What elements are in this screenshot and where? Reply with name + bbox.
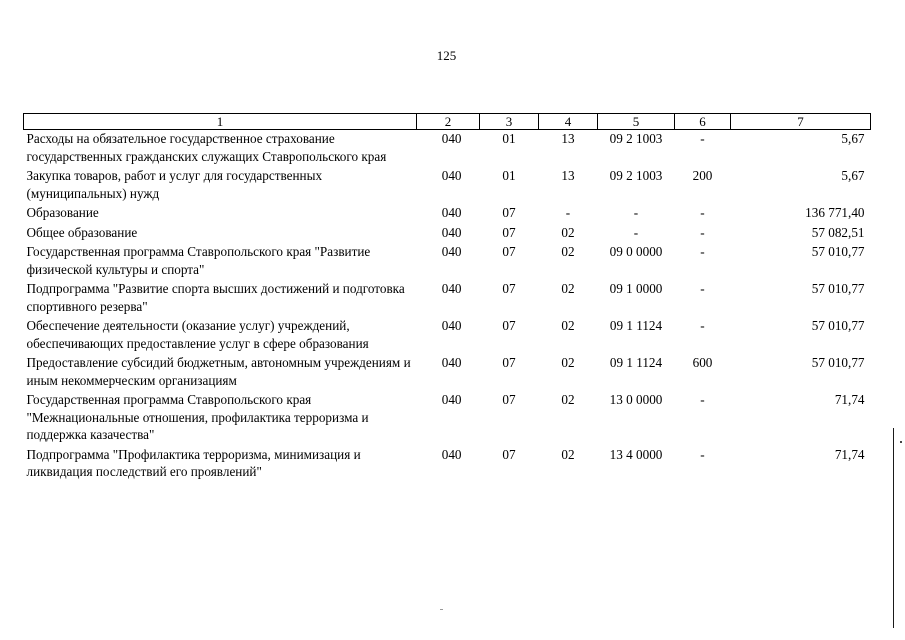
row-code-6: -: [700, 392, 705, 407]
row-code-5: -: [633, 224, 639, 240]
budget-table: [23, 113, 871, 483]
scan-speck: [440, 609, 443, 610]
header-col-1: 1: [24, 114, 417, 130]
row-code-4: 02: [561, 355, 575, 370]
row-code-4: 13: [561, 131, 575, 146]
row-code-2: 040: [441, 446, 462, 462]
row-name: Общее образование: [26, 224, 138, 240]
row-amount: 136 771,40: [805, 205, 865, 220]
header-col-3: 3: [480, 114, 539, 130]
row-code-2: 040: [441, 244, 462, 259]
header-col-2: 2: [417, 114, 480, 130]
row-code-4: 13: [561, 168, 575, 183]
row-code-2: 040: [441, 392, 462, 407]
header-col-7: 7: [731, 114, 871, 130]
row-code-3: 01: [502, 131, 516, 146]
row-name: Закупка товаров, работ и услуг для государственных (муниципальных) нужд: [26, 168, 323, 201]
scan-edge-line: [893, 428, 894, 628]
table-header-row: [24, 114, 871, 130]
row-code-6: -: [700, 224, 705, 240]
row-code-3: 07: [502, 224, 516, 240]
table-row: [24, 204, 871, 224]
row-code-2: 040: [441, 131, 462, 146]
row-name: Расходы на обязательное государственное страхование государственных гражданских служащих Ставропольского края: [26, 131, 387, 164]
row-amount: 5,67: [841, 168, 865, 183]
row-code-3: 07: [502, 355, 516, 370]
row-code-5: 09 1 1124: [609, 355, 663, 370]
row-code-6: 200: [692, 168, 713, 183]
row-code-3: 07: [502, 205, 516, 220]
row-code-6: -: [700, 281, 705, 296]
row-code-3: 07: [502, 446, 516, 462]
row-code-2: 040: [441, 281, 462, 296]
row-name: Государственная программа Ставропольского края "Развитие физической культуры и спорта": [26, 244, 371, 277]
row-code-2: 040: [441, 205, 462, 220]
header-col-4: 4: [539, 114, 598, 130]
row-code-5: 09 1 1124: [609, 318, 663, 333]
row-code-6: 600: [692, 355, 713, 370]
row-code-4: 02: [561, 446, 575, 462]
row-code-3: 07: [502, 392, 516, 407]
row-code-4: 02: [561, 224, 575, 240]
table-row: [24, 391, 871, 446]
row-code-4: -: [565, 205, 571, 220]
row-code-6: -: [700, 205, 705, 220]
table-row: [24, 167, 871, 204]
table-row: [24, 446, 871, 483]
table-row: [24, 130, 871, 168]
row-code-3: 07: [502, 281, 516, 296]
row-code-5: 09 1 0000: [609, 281, 663, 296]
row-code-6: -: [700, 244, 705, 259]
table-row: [24, 354, 871, 391]
row-code-3: 01: [502, 168, 516, 183]
table-row: [24, 317, 871, 354]
row-amount: 57 010,77: [811, 281, 865, 296]
row-code-5: -: [633, 205, 639, 220]
row-code-3: 07: [502, 244, 516, 259]
row-code-5: 09 2 1003: [609, 168, 663, 183]
header-col-6: 6: [675, 114, 731, 130]
row-code-5: 13 0 0000: [609, 392, 663, 407]
row-name: Образование: [26, 205, 99, 220]
scan-dot: [900, 441, 902, 443]
row-name: Подпрограмма "Развитие спорта высших достижений и подготовка спортивного резерва": [26, 281, 405, 314]
page-number: 125: [436, 48, 457, 63]
row-code-2: 040: [441, 355, 462, 370]
row-code-6: -: [700, 131, 705, 146]
row-code-5: 09 2 1003: [609, 131, 663, 146]
row-code-5: 13 4 0000: [609, 446, 663, 462]
table-row: [24, 280, 871, 317]
table-row: [24, 224, 871, 244]
row-name: Государственная программа Ставропольского края "Межнациональные отношения, профилактика терроризма и поддержка казачества": [26, 392, 369, 442]
row-code-4: 02: [561, 318, 575, 333]
row-name: Предоставление субсидий бюджетным, автономным учреждениям и иным некоммерческим организациям: [26, 355, 411, 388]
row-code-4: 02: [561, 244, 575, 259]
row-code-6: -: [700, 446, 705, 462]
row-amount: 71,74: [834, 392, 865, 407]
row-code-4: 02: [561, 281, 575, 296]
row-amount: 57 010,77: [811, 355, 865, 370]
row-amount: 57 010,77: [811, 318, 865, 333]
header-col-5: 5: [598, 114, 675, 130]
row-name: Подпрограмма "Профилактика терроризма, минимизация и ликвидация последствий его проявлений": [26, 446, 361, 479]
row-code-4: 02: [561, 392, 575, 407]
row-name: Обеспечение деятельности (оказание услуг) учреждений, обеспечивающих предоставление услуг в сфере образования: [26, 318, 369, 351]
row-amount: 5,67: [841, 131, 865, 146]
row-code-6: -: [700, 318, 705, 333]
row-code-2: 040: [441, 318, 462, 333]
row-amount: 71,74: [834, 446, 865, 462]
row-code-2: 040: [441, 168, 462, 183]
row-amount: 57 082,51: [811, 224, 865, 240]
table-row: [24, 243, 871, 280]
row-code-3: 07: [502, 318, 516, 333]
row-amount: 57 010,77: [811, 244, 865, 259]
row-code-5: 09 0 0000: [609, 244, 663, 259]
row-code-2: 040: [441, 224, 462, 240]
